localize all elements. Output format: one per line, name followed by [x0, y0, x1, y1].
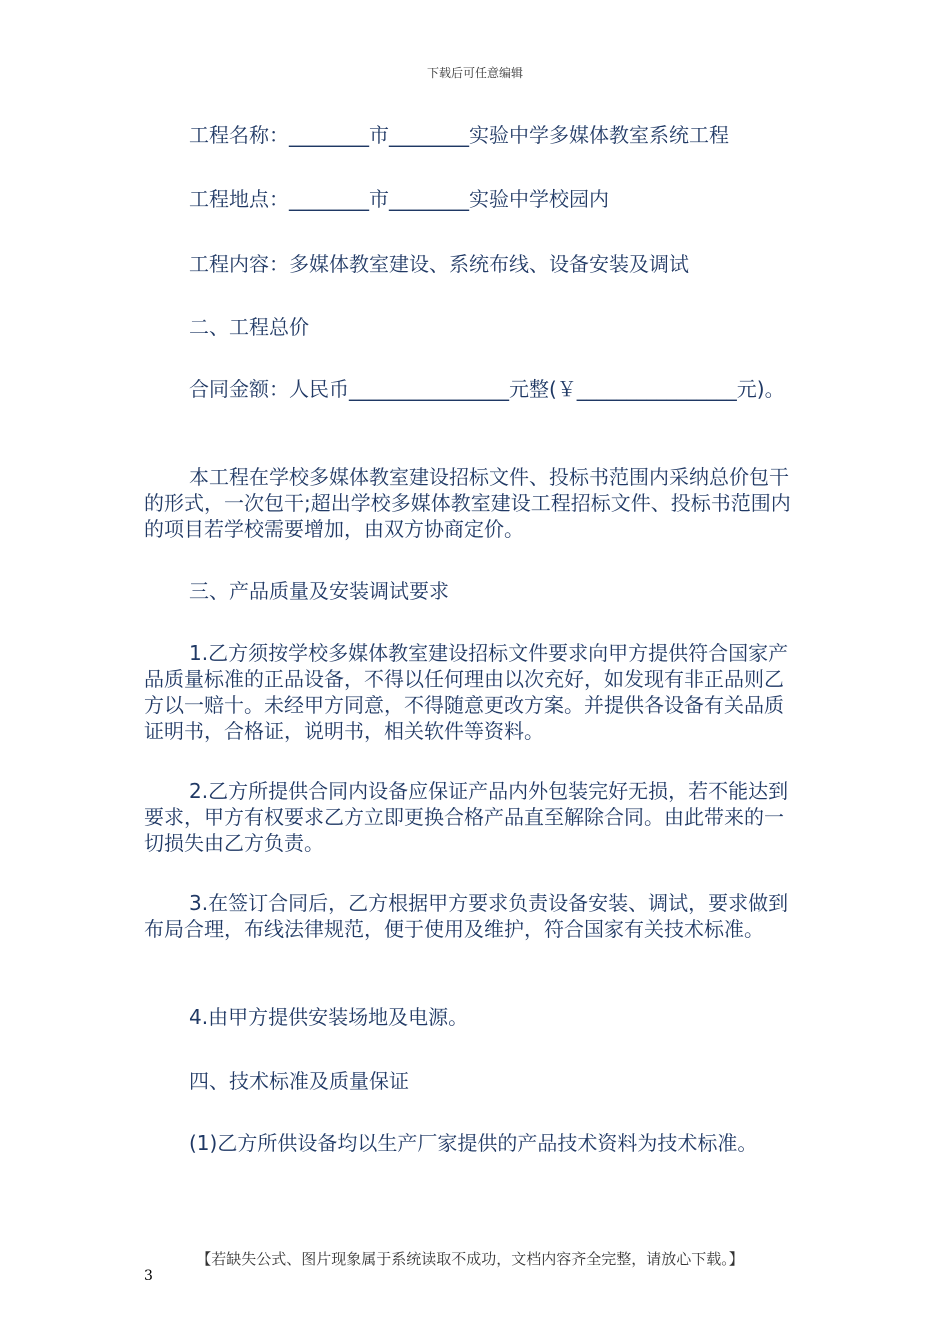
section-heading-3: 三、产品质量及安装调试要求	[189, 579, 449, 603]
quality-item-3: 3.在签订合同后，乙方根据甲方要求负责设备安装、调试，要求做到布局合理，布线法律规范，便于使用及维护，符合国家有关技术标准。	[144, 891, 789, 941]
project-location: 工程地点：________市________实验中学校园内	[189, 187, 609, 211]
project-name: 工程名称：________市________实验中学多媒体教室系统工程	[189, 123, 729, 147]
page-header: 下载后可任意编辑	[426, 66, 523, 80]
section-heading-2: 二、工程总价	[189, 315, 309, 339]
project-content: 工程内容：多媒体教室建设、系统布线、设备安装及调试	[189, 252, 689, 276]
standard-item-1: (1)乙方所供设备均以生产厂家提供的产品技术资料为技术标准。	[189, 1131, 758, 1155]
pricing-paragraph: 本工程在学校多媒体教室建设招标文件、投标书范围内采纳总价包干的形式，一次包干;超出学校多媒体教室建设工程招标文件、投标书范围内的项目若学校需要增加，由双方协商定价。	[144, 465, 791, 541]
page-number: 3	[144, 1268, 153, 1284]
quality-item-4: 4.由甲方提供安装场地及电源。	[189, 1005, 469, 1029]
contract-amount: 合同金额：人民币________________元整(￥________________元)。	[189, 377, 785, 401]
page-footer-notice: 【若缺失公式、图片现象属于系统读取不成功，文档内容齐全完整，请放心下载。】	[196, 1250, 744, 1268]
quality-item-2: 2.乙方所提供合同内设备应保证产品内外包装完好无损，若不能达到要求，甲方有权要求乙方立即更换合格产品直至解除合同。由此带来的一切损失由乙方负责。	[144, 779, 789, 855]
section-heading-4: 四、技术标准及质量保证	[189, 1069, 409, 1093]
quality-item-1: 1.乙方须按学校多媒体教室建设招标文件要求向甲方提供符合国家产品质量标准的正品设备，不得以任何理由以次充好，如发现有非正品则乙方以一赔十。未经甲方同意，不得随意更改方案。并提供各设备有关品质证明书，合格证，说明书，相关软件等资料。	[144, 641, 789, 743]
